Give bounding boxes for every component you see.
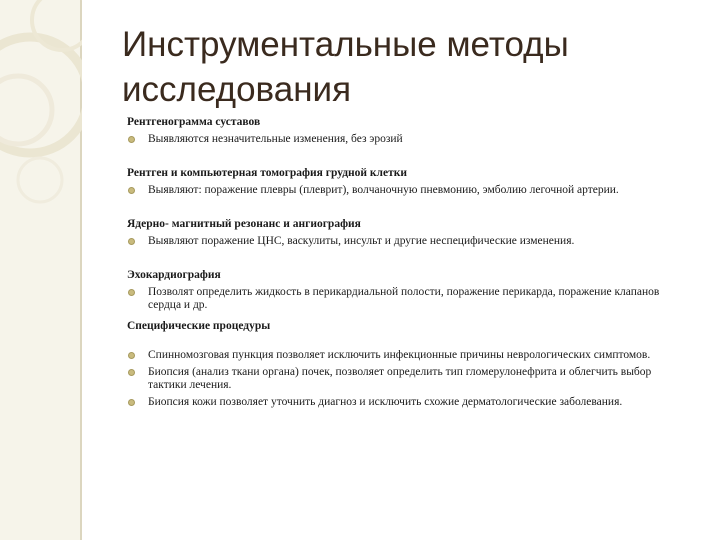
bullet-icon bbox=[128, 369, 135, 376]
list-item-text: Выявляются незначительные изменения, без эрозий bbox=[148, 132, 403, 145]
section-heading: Эхокардиография bbox=[127, 269, 221, 281]
title-line-1: Инструментальные методы bbox=[122, 25, 569, 64]
section-mri-angiography bbox=[127, 218, 692, 248]
list-item bbox=[127, 349, 692, 363]
list-item-text: Выявляют поражение ЦНС, васкулиты, инсульт и другие неспецифические изменения. bbox=[148, 234, 575, 247]
bullet-icon bbox=[128, 399, 135, 406]
bullet-icon bbox=[128, 238, 135, 245]
bullet-icon bbox=[128, 352, 135, 359]
section-echocardiography bbox=[127, 269, 692, 313]
section-xray-joints bbox=[127, 116, 692, 146]
list-item bbox=[127, 286, 692, 313]
bullet-icon bbox=[128, 136, 135, 143]
list-item-text: Биопсия кожи позволяет уточнить диагноз и исключить схожие дерматологические заболевания. bbox=[148, 395, 623, 408]
list-item bbox=[127, 366, 692, 393]
section-heading: Рентген и компьютерная томография грудной клетки bbox=[127, 167, 408, 179]
section-specific-procedures bbox=[127, 320, 692, 410]
bullet-icon bbox=[128, 187, 135, 194]
list-item bbox=[127, 396, 692, 410]
decorative-circles-graphic bbox=[0, 0, 82, 540]
list-item-text: Спинномозговая пункция позволяет исключить инфекционные причины неврологических симптомов. bbox=[148, 349, 651, 361]
slide-title bbox=[122, 22, 702, 112]
list-item bbox=[127, 184, 692, 198]
list-item-text: Выявляют: поражение плевры (плеврит), волчаночную пневмонию, эмболию легочной артерии. bbox=[148, 183, 619, 196]
slide-content bbox=[127, 116, 692, 409]
list-item-text: Биопсия (анализ ткани органа) почек, позволяет определить тип гломерулонефрита и облегчить выбор тактики лечения. bbox=[148, 365, 652, 391]
section-heading: Специфические процедуры bbox=[127, 319, 271, 332]
section-heading: Ядерно- магнитный резонанс и ангиография bbox=[127, 218, 361, 230]
section-heading: Рентгенограмма суставов bbox=[127, 116, 261, 128]
list-item bbox=[127, 235, 692, 249]
bullet-icon bbox=[128, 289, 135, 296]
title-line-2: исследования bbox=[122, 70, 352, 109]
list-item bbox=[127, 133, 692, 147]
section-chest-ct bbox=[127, 167, 692, 197]
list-item-text: Позволят определить жидкость в перикардиальной полости, поражение перикарда, поражение клапанов сердца и др. bbox=[148, 285, 660, 311]
